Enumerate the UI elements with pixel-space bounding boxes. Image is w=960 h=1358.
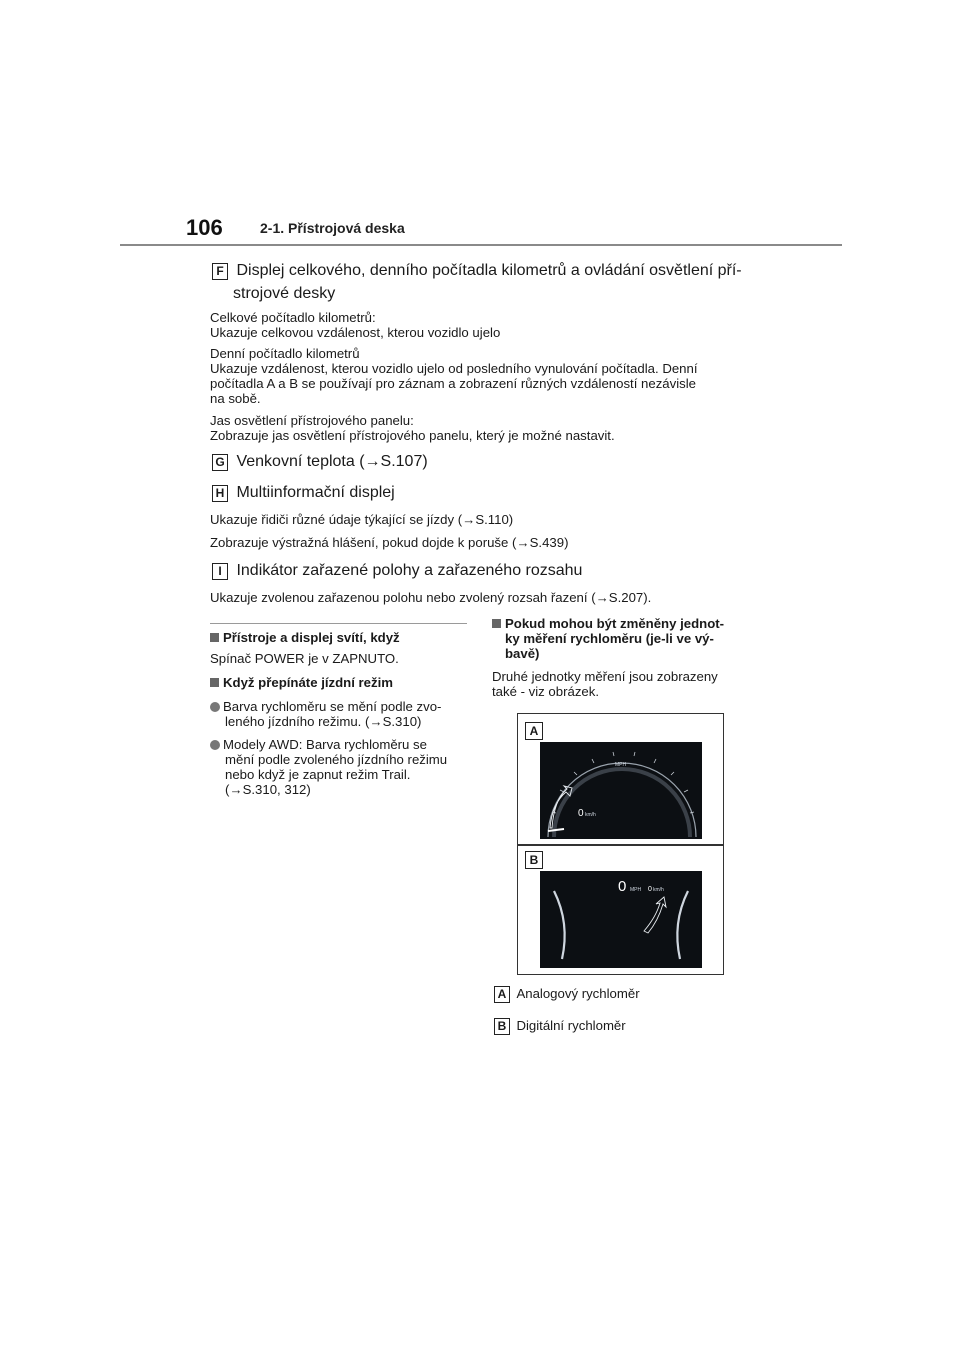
item-h-line-1: Ukazuje řidiči různé údaje týkající se jízdy (→S.110) <box>210 512 514 527</box>
trip-title: Denní počítadlo kilometrů <box>210 346 360 361</box>
right-heading: Pokud mohou být změněny jednot- ky měření rychloměru (je-li ve vý- bavě) <box>492 616 752 661</box>
brightness-desc: Zobrazuje jas osvětlení přístrojového panelu, který je možné nastavit. <box>210 428 615 443</box>
analog-speed-value: 0 <box>578 808 584 819</box>
item-i-heading: Indikátor zařazené polohy a zařazeného rozsahu <box>236 562 583 579</box>
item-f-heading-2: strojové desky <box>233 285 336 302</box>
item-label-i: I <box>212 563 228 580</box>
odometer-title: Celkové počítadlo kilometrů: <box>210 310 376 325</box>
trip-desc-1: Ukazuje vzdálenost, kterou vozidlo ujelo od posledního vynulování počítadla. Denní <box>210 361 698 376</box>
item-g <box>212 453 428 471</box>
left-section-rule <box>210 623 467 624</box>
item-f-para-3 <box>210 413 770 443</box>
square-bullet-icon <box>210 633 219 642</box>
analog-gauge-icon <box>540 742 702 839</box>
analog-speedometer-screen <box>540 742 702 839</box>
round-bullet-icon <box>210 702 220 712</box>
square-bullet-icon <box>210 678 219 687</box>
item-label-g: G <box>212 454 228 471</box>
digital-speed-value-2: 0 <box>648 886 652 893</box>
section-title: 2-1. Přístrojová deska <box>260 220 405 236</box>
legend-item-a <box>494 985 640 1003</box>
digital-unit2-label: km/h <box>653 887 664 893</box>
legend-text-b: Digitální rychloměr <box>516 1018 626 1033</box>
figure-label-b: B <box>525 851 543 869</box>
item-g-heading: Venkovní teplota (→S.107) <box>236 453 428 470</box>
digital-gauge-icon <box>540 871 702 968</box>
left-heading-1: Přístroje a displej svítí, když <box>210 630 400 645</box>
item-f-para-2 <box>210 346 770 406</box>
item-label-h: H <box>212 485 228 502</box>
digital-speedometer-screen <box>540 871 702 968</box>
item-i <box>212 562 582 580</box>
item-h-line-2: Zobrazuje výstražná hlášení, pokud dojde k poruše (→S.439) <box>210 535 569 550</box>
odometer-desc: Ukazuje celkovou vzdálenost, kterou vozidlo ujelo <box>210 325 501 340</box>
item-h-heading: Multiinformační displej <box>236 484 395 501</box>
right-para: Druhé jednotky měření jsou zobrazeny také - viz obrázek. <box>492 669 718 699</box>
speedometer-figure <box>517 713 724 975</box>
legend-label-b: B <box>494 1018 510 1035</box>
analog-unit2-label: km/h <box>585 812 596 818</box>
left-bullet-1: Barva rychloměru se mění podle zvo- leného jízdního režimu. (→S.310) <box>210 699 470 729</box>
square-bullet-icon <box>492 619 501 628</box>
left-para-1: Spínač POWER je v ZAPNUTO. <box>210 651 399 666</box>
digital-unit-label: MPH <box>630 887 642 893</box>
page-number: 106 <box>186 215 223 240</box>
brightness-title: Jas osvětlení přístrojového panelu: <box>210 413 414 428</box>
analog-unit-label: MPH <box>615 762 627 768</box>
item-f-para-1 <box>210 310 770 340</box>
trip-desc-3: na sobě. <box>210 391 261 406</box>
item-i-line-1: Ukazuje zvolenou zařazenou polohu nebo zvolený rozsah řazení (→S.207). <box>210 590 652 605</box>
trip-desc-2: počítadla A a B se používají pro záznam a zobrazení různých vzdáleností nezávisle <box>210 376 697 391</box>
figure-label-a: A <box>525 722 543 740</box>
legend-label-a: A <box>494 986 510 1003</box>
digital-speed-value: 0 <box>618 878 627 895</box>
legend-item-b <box>494 1017 626 1035</box>
left-heading-2: Když přepínáte jízdní režim <box>210 675 393 690</box>
item-label-f: F <box>212 263 228 280</box>
legend-text-a: Analogový rychloměr <box>516 986 640 1001</box>
item-f-heading-1: Displej celkového, denního počítadla kilometrů a ovládání osvětlení pří- <box>236 262 742 279</box>
round-bullet-icon <box>210 740 220 750</box>
left-bullet-2: Modely AWD: Barva rychloměru se mění podle zvoleného jízdního režimu nebo když je zapnut režim Trail. (→S.310, 312) <box>210 737 470 797</box>
item-f <box>212 262 772 280</box>
header-divider <box>120 244 842 246</box>
item-h <box>212 484 395 502</box>
figure-divider <box>518 844 723 846</box>
